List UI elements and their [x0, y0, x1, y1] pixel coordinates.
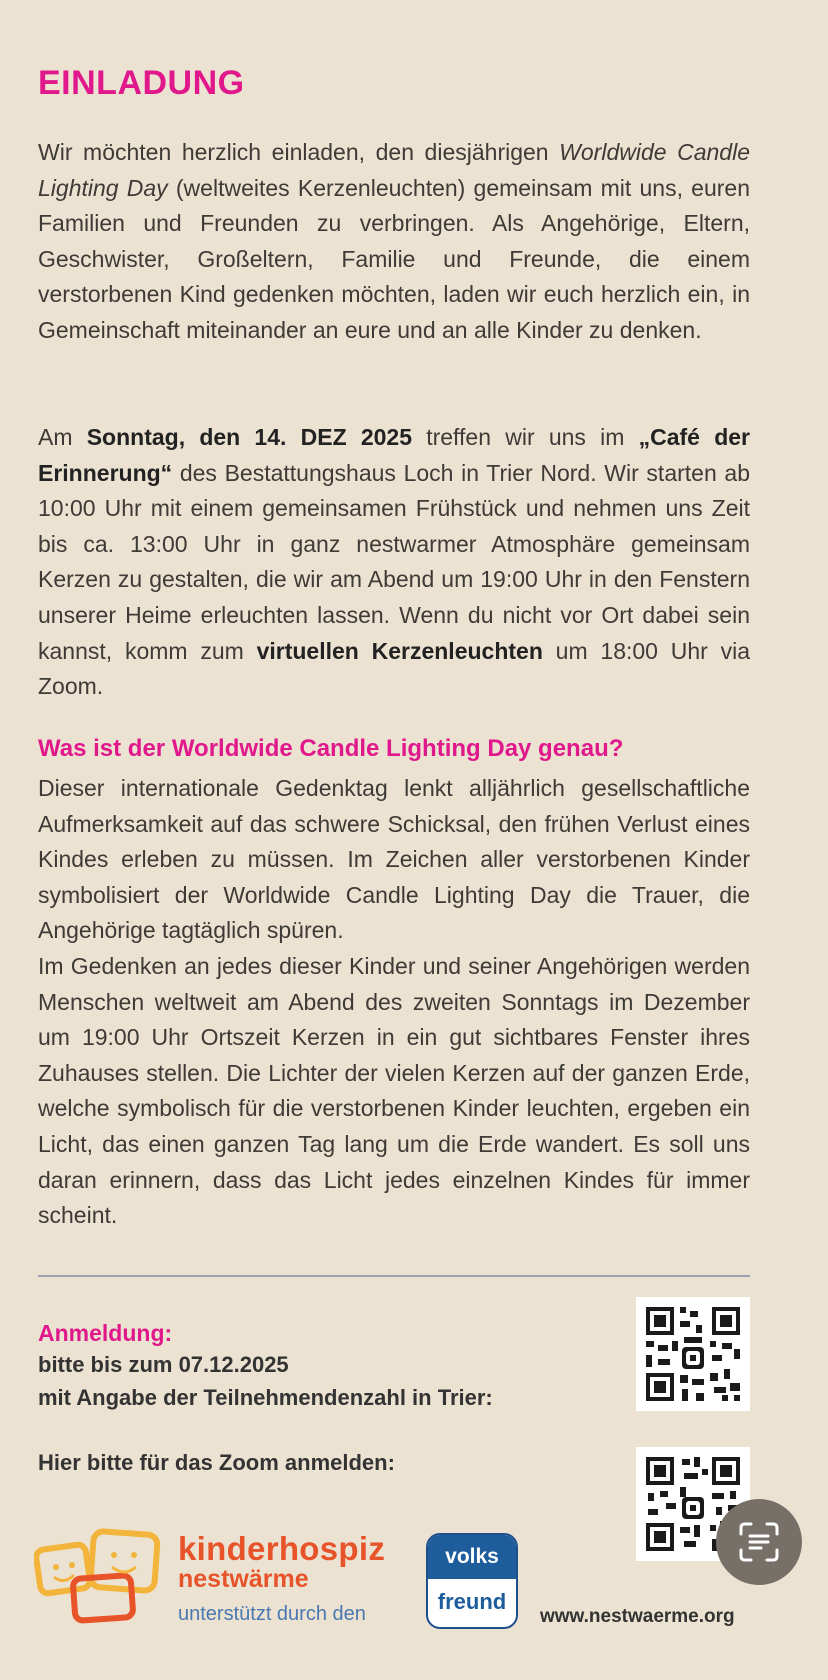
event-text-4: um 18:00 Uhr via Zoom.: [38, 637, 750, 700]
zoom-instruction: Hier bitte für das Zoom anmelden:: [38, 1450, 395, 1475]
intro-event-name: Worldwide Candle Lighting Day: [38, 139, 750, 201]
explanation-paragraph-2: Im Gedenken an jedes dieser Kinder und seiner Angehörigen werden Menschen weltweit am Abend des zweiten Sonntags im Dezember um 19:00 Uhr Ortszeit Kerzen in ein gut sichtbares Fenster ihres Zuhauses stellen. Die Lichter der vielen Kerzen auf der ganzen Erde, welche symbolisch für die verstorbenen Kinder leuchten, ergeben ein Licht, das einen ganzen Tag lang um die Erde wandert. Es soll uns daran erinnern, dass das Licht jedes einzelnen Kindes für immer scheint.: [38, 952, 750, 1229]
kinderhospiz-logo-icon: [34, 1525, 169, 1625]
section-heading: Was ist der Worldwide Candle Lighting Day genau?: [38, 735, 624, 762]
event-text-3: des Bestattungshaus Loch in Trier Nord. Wir starten ab 10:00 Uhr mit einem gemeinsamen Frühstück und nehmen uns Zeit bis ca. 13:00 Uhr in ganz nestwarmer Atmosphäre gemeinsam Kerzen zu gestalten, die wir am Abend um 19:00 Uhr in den Fenstern unserer Heime erleuchten lassen. Wenn du nicht vor Ort dabei sein kannst, komm zum: [38, 459, 750, 664]
qr-code-icon[interactable]: [636, 1297, 750, 1411]
registration-deadline: [38, 1352, 289, 1378]
volksfreund-logo: [426, 1533, 518, 1629]
registration-instruction: mit Angabe der Teilnehmendenzahl in Trier:: [38, 1385, 493, 1410]
page-title: EINLADUNG: [38, 64, 245, 102]
partner-logo-top: volks: [428, 1535, 516, 1579]
intro-paragraph: [38, 135, 750, 349]
explanation-paragraph-1: Dieser internationale Gedenktag lenkt alljährlich gesellschaftliche Aufmerksamkeit auf das schwere Schicksal, den frühen Verlust eines Kindes erleben zu müssen. Im Zeichen aller verstorbenen Kinder symbolisiert der Worldwide Candle Lighting Day die Trauer, die Angehörige tagtäglich spüren.: [38, 775, 750, 944]
intro-text-1: Wir möchten herzlich einladen, den diesjährigen: [38, 139, 560, 165]
divider: [38, 1275, 750, 1277]
website-link[interactable]: www.nestwaerme.org: [540, 1606, 735, 1627]
supported-by-text: unterstützt durch den: [178, 1603, 366, 1625]
intro-text-2: (weltweites Kerzenleuchten) gemeinsam mit uns, euren Familien und Freunden zu verbringen. Als Angehörige, Eltern, Geschwister, Großeltern, Familie und Freunde, die einem verstorbenen Kind gedenken möchten, laden wir euch herzlich ein, in Gemeinschaft miteinander an eure und an alle Kinder zu denken.: [38, 174, 751, 343]
explanation-text: [38, 771, 750, 1234]
registration-deadline-prefix: bitte bis zum: [38, 1352, 179, 1377]
event-venue: „Café der Erinnerung“: [38, 424, 750, 486]
event-text-2: treffen wir uns im: [412, 424, 639, 450]
registration-deadline-date: 07.12.2025: [178, 1352, 289, 1377]
virtual-event-name: virtuellen Kerzenleuchten: [256, 637, 543, 664]
event-text-1: Am: [38, 424, 87, 450]
partner-logo-bottom: freund: [437, 1589, 507, 1614]
text-scan-icon[interactable]: [716, 1499, 802, 1585]
brand-name: kinderhospiz: [178, 1530, 386, 1567]
event-date: Sonntag, den 14. DEZ 2025: [86, 424, 412, 450]
event-details-paragraph: [38, 420, 750, 705]
registration-title: Anmeldung:: [38, 1320, 173, 1346]
brand-subtitle: nestwärme: [178, 1565, 309, 1593]
